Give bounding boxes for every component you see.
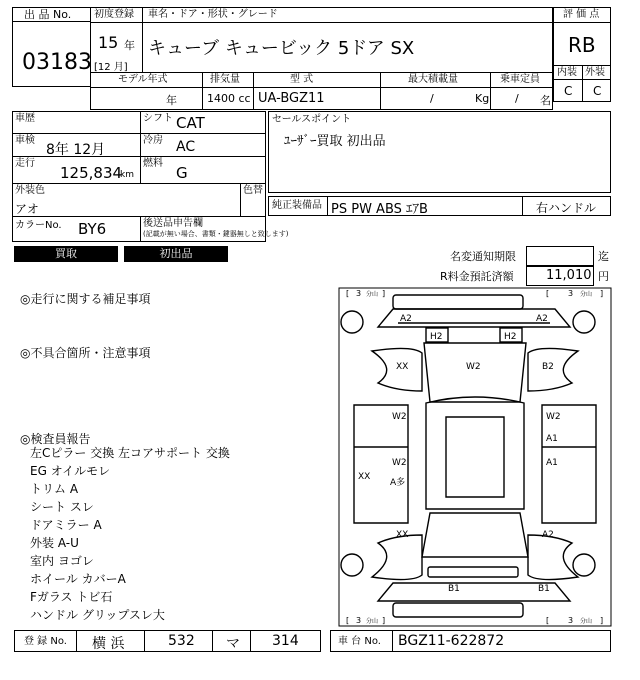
inspector-report-label: ◎検査員報告 xyxy=(20,432,91,446)
damage-mark-bumper-left: B1 xyxy=(448,584,460,594)
model-year-value: 年 xyxy=(166,94,177,107)
registration-class: 532 xyxy=(168,633,195,649)
damage-mark-light-left: H2 xyxy=(430,332,443,342)
shift-label: シフト xyxy=(143,113,173,124)
svg-text:]: ] xyxy=(600,289,604,298)
ac-label: 冷房 xyxy=(143,135,163,146)
car-name-label: 車名・ドア・形状・グレード xyxy=(148,9,278,20)
max-load-unit: Kg xyxy=(475,92,490,105)
capacity-label: 乗車定員 xyxy=(500,74,540,85)
mileage-value: 125,834 xyxy=(60,164,123,182)
tire-unit-label: 分山 xyxy=(366,618,379,625)
capacity-unit: 名 xyxy=(540,94,551,107)
svg-text:]: ] xyxy=(382,616,386,625)
tire-unit-label: 分山 xyxy=(580,291,593,298)
equipment-value: PS PW ABS ｴｱB xyxy=(331,202,428,217)
tire-unit-label: 分山 xyxy=(580,618,593,625)
mileage-label: 走行 xyxy=(15,158,35,169)
documents-note: (記載が無い場合、書類・鍵器無しと致します) xyxy=(143,230,289,238)
tire-rear-right-depth: 3 xyxy=(568,616,574,625)
name-change-deadline-unit: 迄 xyxy=(598,250,609,263)
registration-kana: マ xyxy=(226,636,240,652)
shift-value: CAT xyxy=(176,114,205,132)
inspector-item: シート スレ xyxy=(30,500,94,514)
tire-front-left-depth: 3 xyxy=(356,289,362,298)
svg-text:]: ] xyxy=(382,289,386,298)
name-change-deadline-label: 名変通知期限 xyxy=(450,250,516,263)
displacement-value: 1400 cc xyxy=(207,92,251,105)
inspector-item: ハンドル グリップスレ大 xyxy=(30,608,165,622)
sales-point-value: ﾕｰｻﾞｰ買取 初出品 xyxy=(284,134,386,149)
chassis-label: 車 台 No. xyxy=(338,636,381,647)
damage-mark-windshield: W2 xyxy=(466,362,481,372)
chassis-number: BGZ11-622872 xyxy=(398,633,505,649)
ac-value: AC xyxy=(176,139,196,155)
inspector-item: 左Cピラー 交換 左コアサポート 交換 xyxy=(30,446,230,460)
exterior-grade: C xyxy=(593,84,602,98)
lot-number-label: 出 品 No. xyxy=(24,8,72,21)
repaint-label: 色替 xyxy=(243,185,263,196)
damage-mark-rear-window-left: W2 xyxy=(392,458,407,468)
fuel-value: G xyxy=(176,164,188,182)
inspector-item: トリム A xyxy=(30,482,79,496)
color-number-label: カラーNo. xyxy=(15,220,62,231)
fuel-label: 燃料 xyxy=(143,158,163,169)
type-value: UA-BGZ11 xyxy=(258,91,325,106)
capacity-slash: / xyxy=(515,92,519,105)
damage-mark-hood-right: A2 xyxy=(536,314,548,324)
damage-mark-hood-left: A2 xyxy=(400,314,412,324)
grade-label: 評 価 点 xyxy=(563,9,600,20)
svg-text:[: [ xyxy=(346,616,350,625)
registration-area: 横 浜 xyxy=(92,636,125,652)
recycle-fee-value: 11,010 xyxy=(546,268,592,283)
displacement-label: 排気量 xyxy=(210,74,240,85)
svg-text:[: [ xyxy=(546,616,550,625)
inspector-item: ホイール カバーA xyxy=(30,572,126,586)
inspection-label: 車検 xyxy=(15,135,35,146)
tire-unit-label: 分山 xyxy=(366,291,379,298)
damage-mark-front-door-right: A1 xyxy=(546,434,558,444)
sales-point-label: セールスポイント xyxy=(272,114,352,125)
damage-mark-rear-door-right: A1 xyxy=(546,458,558,468)
svg-text:[: [ xyxy=(546,289,550,298)
inspector-item: ドアミラー A xyxy=(30,518,102,532)
mileage-unit: km xyxy=(120,170,134,180)
damage-mark-front-window-right: W2 xyxy=(546,412,561,422)
damage-mark-pillar-left: XX xyxy=(358,472,371,482)
svg-text:]: ] xyxy=(600,616,604,625)
exterior-color-value: アオ xyxy=(15,202,39,216)
interior-grade: C xyxy=(564,84,573,98)
inspection-value: 8年 12月 xyxy=(46,142,106,158)
exterior-grade-label: 外装 xyxy=(585,67,605,78)
first-listing-button[interactable]: 初出品 xyxy=(124,246,228,262)
damage-mark-front-window-left: W2 xyxy=(392,412,407,422)
damage-mark-front-fender-left: XX xyxy=(396,362,409,372)
max-load-slash: / xyxy=(430,92,434,105)
defect-remarks-label: ◎不具合箇所・注意事項 xyxy=(20,346,151,360)
interior-grade-label: 内装 xyxy=(557,67,577,78)
damage-mark-rear-door-left: A多 xyxy=(390,478,406,488)
documents-label: 後送品申告欄 xyxy=(143,218,203,229)
damage-mark-front-fender-right: B2 xyxy=(542,362,554,372)
first-registration-label: 初度登録 xyxy=(94,9,134,20)
registration-label: 登 録 No. xyxy=(24,636,67,647)
damage-mark-rear-fender-left: XX xyxy=(396,530,409,540)
steering-value: 右ハンドル xyxy=(536,201,597,215)
damage-mark-light-right: H2 xyxy=(504,332,517,342)
inspector-item: EG オイルモレ xyxy=(30,464,111,478)
car-name: キューブ キュービック 5ドア SX xyxy=(148,38,415,59)
registration-number: 314 xyxy=(272,633,299,649)
tire-front-right-depth: 3 xyxy=(568,289,574,298)
recycle-fee-unit: 円 xyxy=(598,270,609,283)
damage-mark-rear-fender-right: A2 xyxy=(542,530,554,540)
inspector-item: 室内 ヨゴレ xyxy=(30,554,94,568)
model-year-label: モデル年式 xyxy=(118,74,168,85)
tire-rear-left-depth: 3 xyxy=(356,616,362,625)
lot-number: 03183 xyxy=(22,50,92,75)
damage-mark-bumper-right: B1 xyxy=(538,584,550,594)
max-load-label: 最大積載量 xyxy=(408,74,458,85)
overall-grade: RB xyxy=(568,33,596,57)
equipment-label: 純正装備品 xyxy=(272,200,322,211)
inspector-item: Fガラス トビ石 xyxy=(30,590,113,604)
year-char: 年 xyxy=(124,39,135,52)
recycle-fee-label: R料金預託済額 xyxy=(440,270,514,283)
first-registration-month: [12 月] xyxy=(94,62,128,73)
type-label: 型 式 xyxy=(290,74,314,85)
history-label: 車歴 xyxy=(15,113,35,124)
car-damage-diagram xyxy=(338,287,612,627)
driving-remarks-label: ◎走行に関する補足事項 xyxy=(20,292,151,306)
name-change-deadline-value xyxy=(526,246,594,266)
color-number-value: BY6 xyxy=(78,220,107,238)
purchase-button[interactable]: 買取 xyxy=(14,246,118,262)
inspector-item: 外装 A-U xyxy=(30,536,79,550)
exterior-color-label: 外装色 xyxy=(15,185,45,196)
first-registration-year: 15 xyxy=(98,33,119,52)
svg-text:[: [ xyxy=(346,289,350,298)
